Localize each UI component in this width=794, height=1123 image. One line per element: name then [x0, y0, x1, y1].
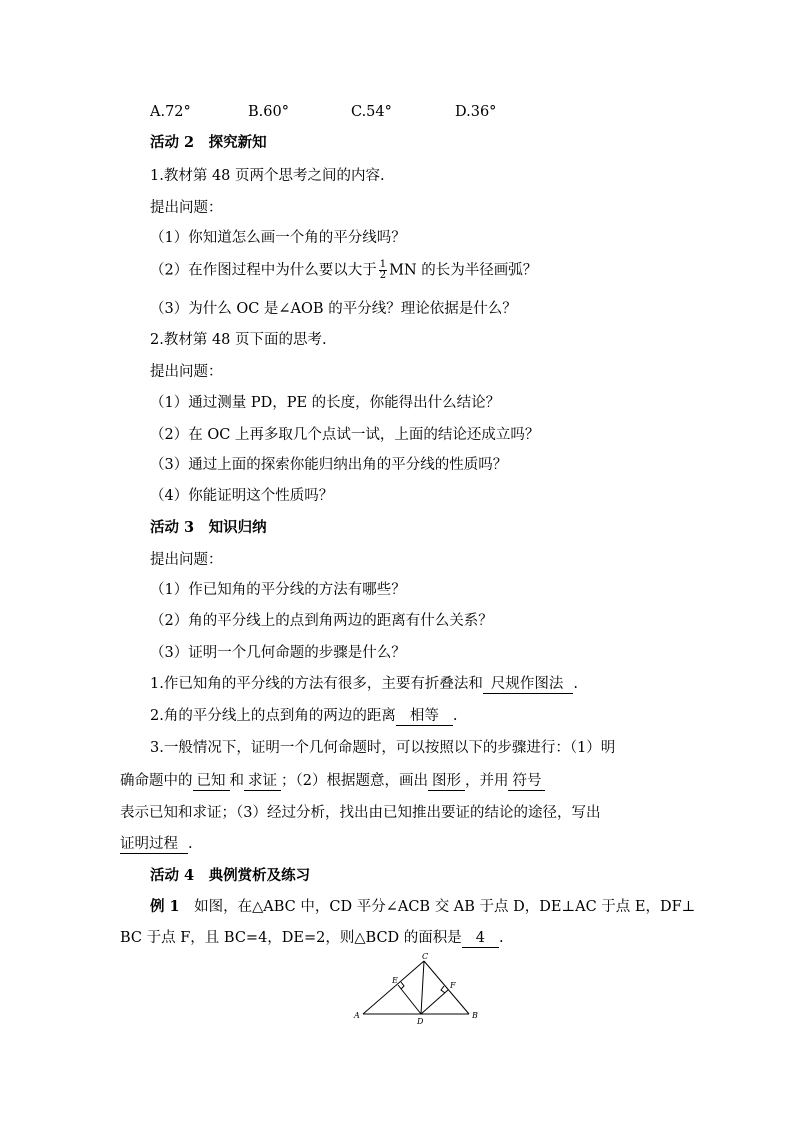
activity2-q1: （1）你知道怎么画一个角的平分线吗？: [150, 230, 406, 246]
statement3-text-b: 和: [229, 773, 244, 789]
activity3-statement2: [150, 706, 457, 726]
activity2-ask1: 提出问题：: [150, 200, 223, 216]
label-d: D: [417, 1017, 424, 1026]
answer-blank-given: 已知: [193, 772, 230, 791]
label-f: F: [450, 981, 456, 990]
activity2-item1: 1.教材第 48 页两个思考之间的内容.: [150, 168, 385, 184]
answer-blank-symbol: 符号: [508, 772, 545, 791]
activity2-q4: （1）通过测量 PD，PE 的长度，你能得出什么结论？: [150, 395, 501, 411]
activity3-statement3-line3: 表示已知和求证；（3）经过分析，找出由已知推出要证的结论的途径，写出: [120, 805, 601, 821]
fraction-numerator: 1: [379, 259, 387, 270]
activity2-q5: （2）在 OC 上再多取几个点试一试，上面的结论还成立吗？: [150, 427, 540, 443]
option-b: B.60°: [248, 104, 289, 120]
label-c: C: [422, 952, 429, 961]
activity2-q2-post: MN 的长为半径画弧？: [389, 262, 538, 279]
perpendicular-de: [398, 985, 421, 1014]
statement2-end: .: [452, 708, 458, 724]
answer-options: [150, 102, 550, 122]
answer-blank-proof: 证明过程: [120, 835, 188, 854]
answer-blank-ruler-compass: 尺规作图法: [483, 675, 574, 694]
activity4-title: 活动 4 典例赏析及练习: [150, 867, 311, 884]
activity3-title: 活动 3 知识归纳: [150, 519, 267, 536]
statement3-text-c: ；（2）根据题意，画出: [281, 773, 428, 789]
statement1-text: 1.作已知角的平分线的方法有很多，主要有折叠法和: [150, 676, 483, 692]
label-b: B: [472, 1011, 478, 1020]
statement3-text-d: ，并用: [464, 773, 509, 789]
label-e: E: [392, 976, 398, 985]
statement1-end: .: [573, 676, 578, 692]
activity3-q2: （2）角的平分线上的点到角两边的距离有什么关系？: [150, 613, 493, 629]
activity3-statement3-line2: [120, 771, 545, 791]
activity3-q3: （3）证明一个几何命题的步骤是什么？: [150, 645, 406, 661]
right-angle-mark-f: [441, 986, 445, 993]
statement2-text: 2.角的平分线上的点到角的两边的距离: [150, 708, 396, 724]
example-text: 如图，在△ABC 中，CD 平分∠ACB 交 AB 于点 D，DE⊥AC 于点 E，DF⊥: [194, 899, 696, 915]
activity3-q1: （1）作已知角的平分线的方法有哪些？: [150, 582, 406, 598]
activity2-title: 活动 2 探究新知: [150, 134, 267, 151]
side-bc: [424, 961, 469, 1014]
activity3-statement3-line1: 3.一般情况下，证明一个几何命题时，可以按照以下的步骤进行：（1）明: [150, 740, 616, 756]
example-label: 例 1: [150, 898, 180, 915]
activity3-statement3-line4: [120, 834, 193, 854]
bisector-cd: [421, 961, 424, 1014]
option-c: C.54°: [351, 104, 392, 120]
activity2-q2: [150, 260, 537, 281]
activity2-item2: 2.教材第 48 页下面的思考.: [150, 332, 327, 348]
activity3-statement1: [150, 674, 578, 694]
activity2-q6: （3）通过上面的探索你能归纳出角的平分线的性质吗？: [150, 457, 508, 473]
label-a: A: [354, 1011, 360, 1020]
example1-line2: [120, 928, 504, 948]
activity3-ask: 提出问题：: [150, 552, 223, 568]
answer-blank-area: 4: [462, 929, 499, 948]
example1-line1: [150, 897, 695, 917]
triangle-figure: [345, 952, 485, 1027]
answer-blank-equal: 相等: [396, 707, 453, 726]
perpendicular-df: [421, 990, 448, 1014]
example-text-2: BC 于点 F，且 BC=4，DE=2，则△BCD 的面积是: [120, 930, 462, 946]
activity2-q3: （3）为什么 OC 是∠AOB 的平分线？理论依据是什么？: [150, 301, 517, 317]
example-end: .: [499, 930, 504, 946]
statement3-end: .: [188, 836, 193, 852]
fraction-one-half: [379, 260, 387, 281]
answer-blank-figure: 图形: [428, 772, 465, 791]
activity2-q2-pre: （2）在作图过程中为什么要以大于: [150, 262, 377, 279]
answer-blank-prove: 求证: [244, 772, 281, 791]
fraction-denominator: 2: [379, 270, 387, 281]
activity2-ask2: 提出问题：: [150, 364, 223, 380]
option-d: D.36°: [455, 104, 497, 120]
statement3-text-a: 确命题中的: [120, 773, 193, 789]
option-a: A.72°: [150, 104, 191, 120]
activity2-q7: （4）你能证明这个性质吗？: [150, 488, 334, 504]
right-angle-mark-e: [401, 982, 404, 989]
